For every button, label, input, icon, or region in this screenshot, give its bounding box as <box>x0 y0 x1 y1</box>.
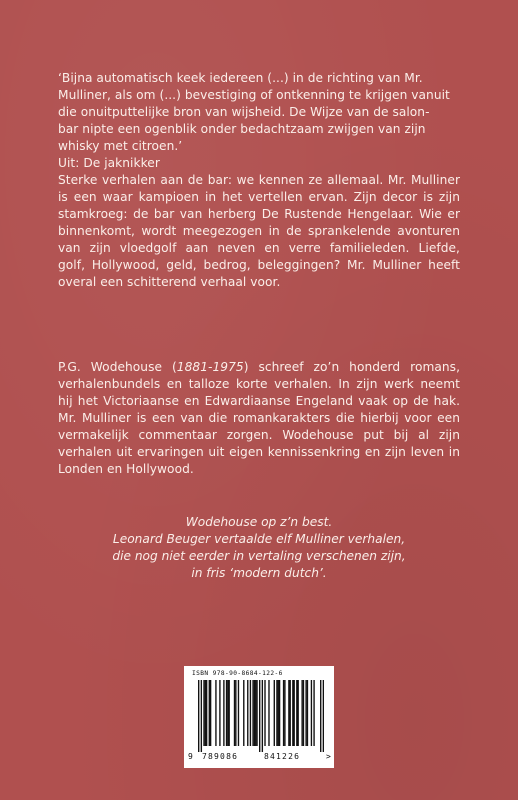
description-paragraph <box>58 172 460 291</box>
paragraph-line: overal een schitterend verhaal voor. <box>58 275 281 289</box>
paragraph-line: golf, Hollywood, geld, bedrog, beleggingen? Mr. Mulliner heeft <box>58 258 460 272</box>
tagline-line: die nog niet eerder in vertaling verschenen zijn, <box>112 549 406 563</box>
excerpt-quote <box>58 70 460 172</box>
barcode-bar <box>305 680 306 746</box>
barcode-bar <box>229 680 230 746</box>
barcode-bar <box>313 680 314 746</box>
author-name: P.G. Wodehouse ( <box>58 360 177 374</box>
barcode-bar <box>283 680 284 746</box>
quote-line: whisky met citroen.’ <box>58 139 183 153</box>
paragraph-line: verhalen uit ervaringen uit eigen kennissenkring en zijn leven in <box>58 445 460 459</box>
paragraph-line: binnenkomt, wordt meegezogen in de sprankelende avonturen <box>58 224 460 238</box>
barcode-bar <box>293 680 294 746</box>
barcode-bar <box>255 680 256 746</box>
barcode-bar <box>290 680 291 746</box>
tagline-line: Leonard Beuger vertaalde elf Mulliner verhalen, <box>112 532 406 546</box>
isbn-label: ISBN 978-90-8684-122-6 <box>192 670 283 677</box>
quote-source: Uit: De jaknikker <box>58 156 160 170</box>
paragraph-line: Londen en Hollywood. <box>58 462 194 476</box>
barcode-bar <box>234 680 235 746</box>
barcode-bar <box>284 680 285 746</box>
barcode-bar <box>303 680 304 746</box>
paragraph-text: ) schreef zo’n honderd romans, <box>243 360 460 374</box>
barcode-bar <box>226 680 227 746</box>
tagline <box>58 514 460 582</box>
author-years: 1881-1975 <box>176 360 244 374</box>
barcode-bar <box>219 680 220 746</box>
barcode-bar <box>205 680 206 746</box>
barcode-bar <box>256 680 257 746</box>
barcode-guard-bar <box>259 680 260 752</box>
author-paragraph <box>58 359 460 478</box>
ean-left-group: 789086 <box>202 752 239 761</box>
ean-arrow: > <box>326 752 331 761</box>
paragraph-line: van zijn vloedgolf aan neven en verre familieleden. Liefde, <box>58 241 460 255</box>
barcode-bar <box>243 680 244 746</box>
paragraph-line: verhalenbundels en talloze korte verhalen. In zijn werk neemt <box>58 377 460 391</box>
barcode-bar <box>307 680 308 746</box>
paragraph-line: stamkroeg: de bar van herberg De Rustende Hengelaar. Wie er <box>58 207 460 221</box>
barcode-bar <box>238 680 239 746</box>
barcode-bar <box>278 680 279 746</box>
barcode-bar <box>235 680 236 746</box>
barcode-bar <box>247 680 248 746</box>
barcode-guard-bar <box>262 680 263 752</box>
barcode-bar <box>223 680 224 746</box>
barcode-bar <box>292 680 293 746</box>
barcode-bar <box>296 680 297 746</box>
paragraph-line <box>58 359 460 376</box>
barcode-bars <box>198 680 324 752</box>
barcode-bar <box>274 680 275 746</box>
barcode-bar <box>288 680 289 746</box>
barcode-bar <box>215 680 216 746</box>
ean-right-group: 841226 <box>264 752 301 761</box>
barcode-bar <box>279 680 280 746</box>
barcode-bar <box>276 680 277 746</box>
paragraph-line: Mr. Mulliner is een van die romankarakters die hierbij voor een <box>58 411 460 425</box>
barcode-bar <box>297 680 298 746</box>
barcode-bar <box>210 680 211 746</box>
paragraph-line: hij het Victoriaanse en Edwardiaanse Engeland vaak op de hak. <box>58 394 460 408</box>
barcode-bar <box>268 680 269 746</box>
barcode-bar <box>252 680 253 746</box>
barcode-guard-bar <box>323 680 324 752</box>
paragraph-line: is een waar kampioen in het vertellen ervan. Zijn decor is zijn <box>58 190 460 204</box>
paragraph-line: Sterke verhalen aan de bar: we kennen ze allemaal. Mr. Mulliner <box>58 173 460 187</box>
quote-line: bar nipte een ogenblik onder bedachtzaam zwijgen van zijn <box>58 122 426 136</box>
barcode-bar <box>250 680 251 746</box>
barcode-bar <box>209 680 210 746</box>
paragraph-line: vermakelijk commentaar zorgen. Wodehouse put bij al zijn <box>58 428 460 442</box>
barcode-guard-bar <box>198 680 199 752</box>
barcode-bar <box>301 680 302 746</box>
barcode-bar <box>264 680 265 746</box>
quote-line: Mulliner, als om (...) bevestiging of ontkenning te krijgen vanuit <box>58 88 450 102</box>
ean-first-digit: 9 <box>188 752 193 761</box>
isbn-barcode <box>184 666 334 768</box>
barcode-bar <box>311 680 312 746</box>
tagline-line: in fris ‘modern dutch’. <box>191 566 327 580</box>
barcode-bar <box>206 680 207 746</box>
barcode-bar <box>227 680 228 746</box>
tagline-line: Wodehouse op z’n best. <box>185 515 333 529</box>
quote-line: ‘Bijna automatisch keek iedereen (...) in de richting van Mr. <box>58 71 423 85</box>
barcode-guard-bar <box>320 680 321 752</box>
barcode-bar <box>203 680 204 746</box>
barcode-bar <box>254 680 255 746</box>
quote-line: die onuitputtelijke bron van wijsheid. De Wijze van de salon- <box>58 105 430 119</box>
barcode-guard-bar <box>201 680 202 752</box>
